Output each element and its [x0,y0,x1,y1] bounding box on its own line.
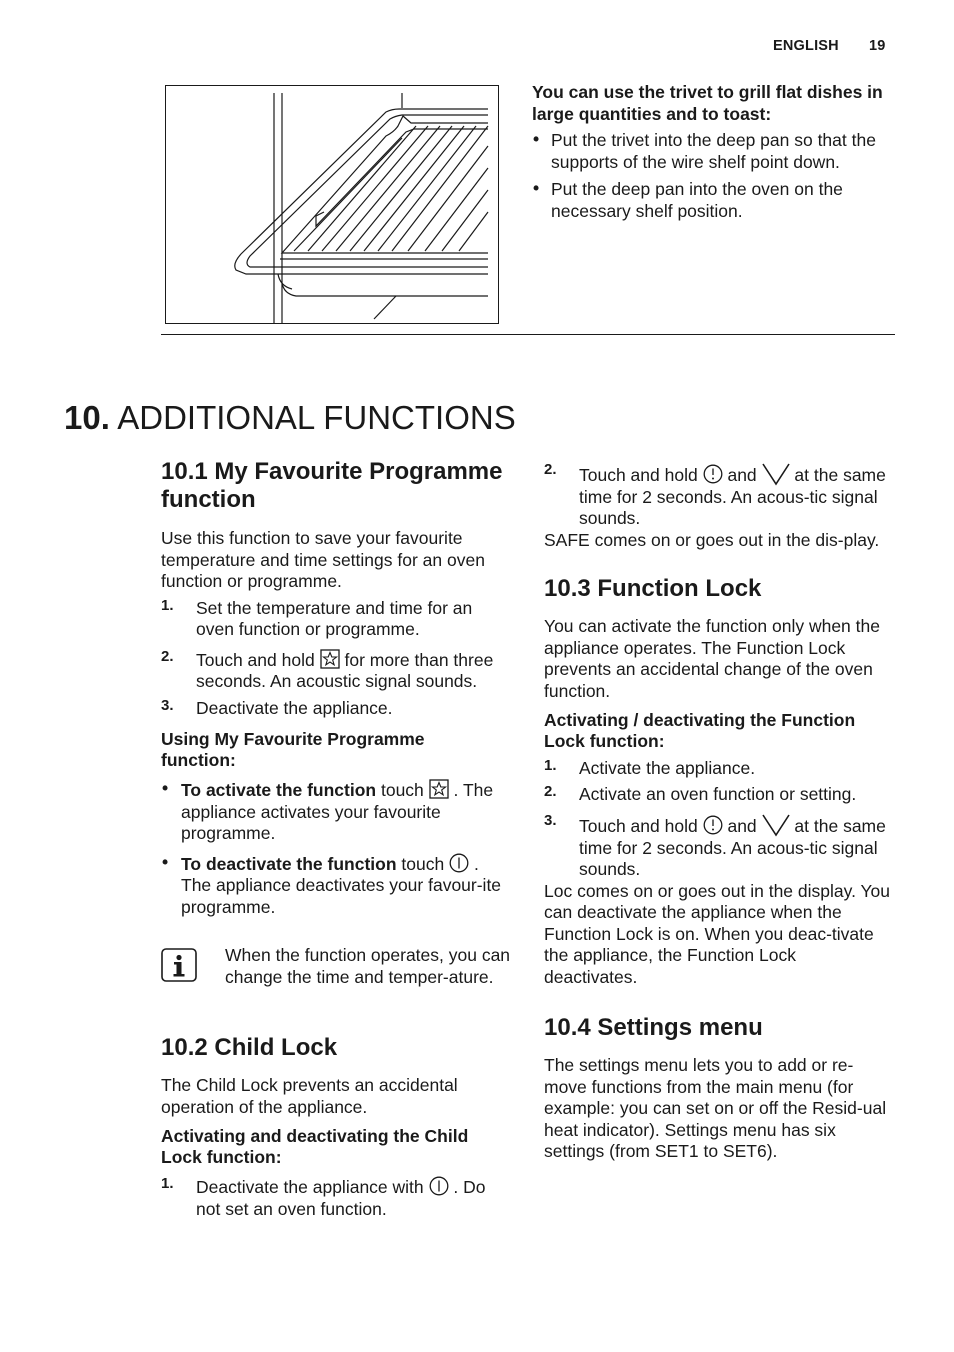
list-item: 1. Activate the appliance. [544,757,756,778]
left-column [161,458,511,918]
list-item: 3. Deactivate the appliance. [161,696,393,718]
child-lock-heading: Activating and deactivating the Child Lock function: [161,1126,469,1167]
list-item: 3. Touch and hold and at the same time for 2 seconds. An acous-tic signal sounds. [544,812,886,879]
info-note-text: When the function operates, you can change the time and temper-ature. [225,945,511,987]
using-favourite-heading: Using My Favourite Programme function: [161,729,425,770]
section-10-4-title: 10.4 Settings menu [544,1014,763,1041]
star-icon [429,779,449,799]
trivet-in-pan-drawing [166,86,498,323]
clock-icon [703,464,723,484]
using-favourite-list [161,779,511,918]
section-10-2-title: 10.2 Child Lock [161,1034,338,1061]
list-item: 2. Touch and hold for more than three seconds. An acoustic signal sounds. [161,647,494,691]
section-divider [161,334,895,335]
list-item: 1. Deactivate the appliance with . Do not set an oven function. [161,1175,486,1219]
on-off-icon [429,1176,449,1196]
safe-status-text: SAFE comes on or goes out in the dis-play. [544,529,880,550]
trivet-illustration [165,85,499,324]
section-10-4-intro: The settings menu lets you to add or re-move functions from the main menu (for example: you can set on or off the Resid-ual heat indicator). Settings menu has six settings (from SET1 to SET6). [544,1055,887,1161]
list-item: • Put the deep pan into the oven on the necessary shelf position. [533,178,843,221]
section-10-1-intro: Use this function to save your favourite temperature and time settings for an oven function or programme. [161,528,485,591]
list-item: • To activate the function touch . The appliance activates your favourite programme. [162,778,494,843]
list-item: • To deactivate the function touch . The appliance deactivates your favour-ite programme. [162,851,502,917]
list-item: • Put the trivet into the deep pan so that the supports of the wire shelf point down. [533,129,876,172]
child-lock-steps-continued [544,462,894,530]
trivet-heading: You can use the trivet to grill flat dishes in large quantities and to toast: [532,82,883,124]
clock-icon [703,815,723,835]
chevron-down-icon [762,462,790,486]
section-10-3-title: 10.3 Function Lock [544,575,762,602]
function-lock-steps [544,758,894,881]
favourite-steps [161,598,511,720]
section-10-2 [161,1034,511,1220]
chevron-down-icon [762,813,790,837]
trivet-bullet-list [532,130,892,222]
list-item: 1. Set the temperature and time for an oven function or programme. [161,596,473,639]
info-icon [161,948,197,982]
right-column [544,462,894,1163]
header-language: ENGLISH [773,38,839,54]
loc-status-text: Loc comes on or goes out in the display. You can deactivate the appliance when the Function Lock is on. When you deac-tivate the appliance, the Function Lock deactivates. [544,880,891,987]
list-item: 2. Touch and hold and at the same time for 2 seconds. An acous-tic signal sounds. [544,461,886,528]
list-item: 2. Activate an oven function or setting. [544,782,857,804]
star-icon [320,649,340,669]
chapter-title: 10. ADDITIONAL FUNCTIONS [64,399,516,436]
section-10-1-title: 10.1 My Favourite Programme function [161,458,503,513]
on-off-icon [449,853,469,873]
section-10-3-intro: You can activate the function only when the appliance operates. The Function Lock prevents an accidental change of the oven function. [544,616,880,701]
section-10-2-intro: The Child Lock prevents an accidental operation of the appliance. [161,1075,458,1117]
function-lock-heading: Activating / deactivating the Function Lock function: [544,710,856,751]
page-number: 19 [869,38,886,54]
child-lock-steps [161,1176,511,1220]
